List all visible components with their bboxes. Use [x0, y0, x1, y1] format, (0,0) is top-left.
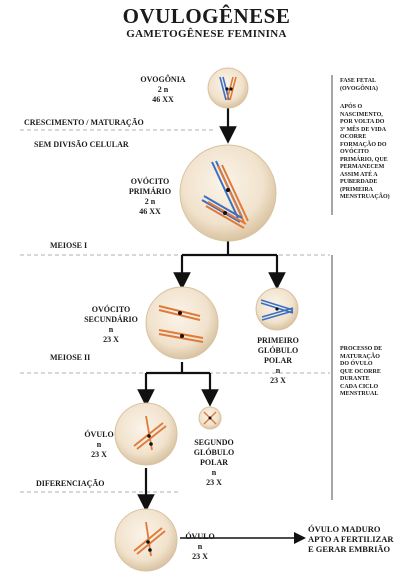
- note-after-birth-line: PUBERDADE: [340, 179, 378, 185]
- first-polar-body-label: [250, 336, 306, 386]
- stage-no-division: SEM DIVISÃO CELULAR: [34, 140, 129, 149]
- note-maturation-line: MENSTRUAL: [340, 391, 379, 397]
- note-after-birth-line: MENSTRUAÇÃO): [340, 194, 390, 200]
- oogonia-name: OVOGÔNIA: [140, 75, 186, 84]
- ovum-1-label: [74, 430, 124, 460]
- ovum-1-ploidy: n: [96, 440, 102, 449]
- second-polar-name-3: POLAR: [200, 458, 228, 467]
- note-fetal-line: (OVOGÔNIA): [340, 85, 378, 92]
- stage-differentiation: DIFERENCIAÇÃO: [36, 479, 105, 488]
- ovum-2-label: [176, 532, 224, 562]
- stage-meiosis1: MEIOSE I: [50, 241, 88, 250]
- first-polar-ploidy: n: [275, 366, 281, 375]
- secondary-oocyte-name-2: SECUNDÁRIO: [84, 315, 138, 324]
- secondary-oocyte-name-1: OVÓCITO: [91, 305, 131, 314]
- note-after-birth-line: PERMANECEM: [340, 164, 385, 170]
- note-maturation-line: MATURAÇÃO: [340, 353, 380, 360]
- first-polar-name-3: POLAR: [264, 356, 292, 365]
- note-after-birth-line: NASCIMENTO,: [340, 111, 383, 118]
- note-after-birth-line: ASSIM ATÉ A: [340, 171, 378, 178]
- ovum-2-ploidy: n: [197, 542, 203, 551]
- cell-oogonia: [208, 68, 248, 108]
- second-polar-chromosomes: 23 X: [206, 478, 222, 487]
- note-maturation-line: PROCESSO DE: [340, 346, 383, 352]
- note-maturation-line: DURANTE: [340, 376, 370, 382]
- note-fetal-line: FASE FETAL: [340, 78, 376, 84]
- ovum-1-chromosomes: 23 X: [91, 450, 107, 459]
- cell-ovum-2: [115, 509, 177, 571]
- oogonia-ploidy: 2 n: [157, 85, 169, 94]
- note-maturation: [340, 346, 412, 399]
- second-polar-name-1: SEGUNDO: [194, 438, 234, 447]
- note-after-birth-line: OVÓCITO: [340, 149, 369, 155]
- oogonia-label: [128, 75, 198, 105]
- note-after-birth-line: POR VOLTA DO: [340, 119, 385, 125]
- first-polar-name-2: GLÓBULO: [257, 346, 299, 355]
- note-after-birth: [340, 104, 412, 202]
- secondary-oocyte-chromosomes: 23 X: [103, 335, 119, 344]
- note-after-birth-line: 3º MÊS DE VIDA: [340, 126, 387, 133]
- note-after-birth-line: OCORRE: [340, 134, 367, 140]
- final-label-line-3: E GERAR EMBRIÃO: [308, 544, 391, 554]
- page-title: OVULOGÊNESE: [122, 4, 291, 28]
- cell-second-polar-body: [199, 407, 221, 429]
- stage-growth: CRESCIMENTO / MATURAÇÃO: [24, 118, 144, 127]
- cell-secondary-oocyte: [146, 287, 218, 359]
- primary-oocyte-ploidy: 2 n: [144, 197, 156, 206]
- oogonia-chromosomes: 46 XX: [152, 95, 174, 104]
- primary-oocyte-name-2: PRIMÁRIO: [128, 187, 172, 196]
- second-polar-name-2: GLÓBULO: [193, 448, 235, 457]
- note-fetal: [340, 78, 412, 93]
- note-after-birth-line: FORMAÇÃO DO: [340, 141, 387, 148]
- first-polar-chromosomes: 23 X: [270, 376, 286, 385]
- note-after-birth-line: (PRIMEIRA: [340, 186, 373, 193]
- cell-primary-oocyte: [180, 145, 276, 241]
- primary-oocyte-chromosomes: 46 XX: [139, 207, 161, 216]
- ovum-1-name: ÓVULO: [84, 430, 114, 439]
- cell-ovum-1: [115, 403, 177, 465]
- stage-meiosis2: MEIOSE II: [50, 353, 91, 362]
- secondary-oocyte-label: [76, 305, 146, 345]
- second-polar-body-label: [186, 438, 242, 488]
- primary-oocyte-name-1: OVÓCITO: [130, 177, 170, 186]
- secondary-oocyte-ploidy: n: [108, 325, 114, 334]
- note-after-birth-line: PRIMÁRIO, QUE: [340, 156, 388, 163]
- primary-oocyte-label: [118, 177, 182, 217]
- final-label: [308, 524, 408, 554]
- ovum-2-name: ÓVULO: [185, 532, 215, 541]
- note-after-birth-line: APÓS O: [340, 104, 363, 110]
- note-maturation-line: CADA CICLO: [340, 383, 379, 390]
- first-polar-name-1: PRIMEIRO: [257, 336, 299, 345]
- final-label-line-2: APTO A FERTILIZAR: [308, 534, 394, 544]
- second-polar-ploidy: n: [211, 468, 217, 477]
- note-maturation-line: DO ÓVULO: [340, 361, 373, 367]
- page-subtitle: GAMETOGÊNESE FEMININA: [126, 28, 287, 40]
- cell-first-polar-body: [256, 288, 298, 330]
- note-maturation-line: QUE OCORRE: [340, 368, 381, 375]
- final-label-line-1: ÓVULO MADURO: [308, 524, 381, 534]
- arrow-meiosis2-branch: [146, 362, 210, 373]
- ovum-2-chromosomes: 23 X: [192, 552, 208, 561]
